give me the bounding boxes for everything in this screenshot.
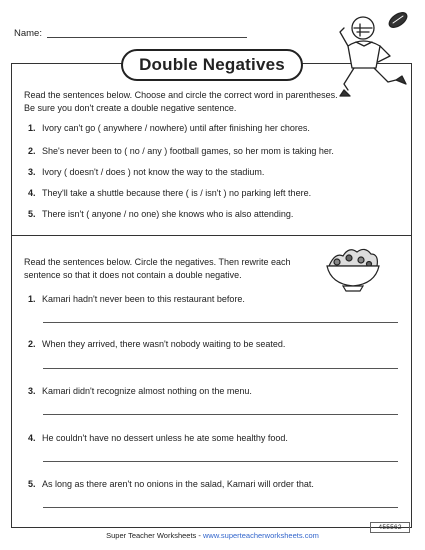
item-number: 1. xyxy=(28,123,36,133)
item-text: Kamari hadn't never been to this restaurant before. xyxy=(42,294,245,304)
list-item xyxy=(28,146,334,156)
list-item xyxy=(28,188,311,198)
list-item xyxy=(28,167,264,177)
answer-line[interactable] xyxy=(43,461,398,462)
item-text: There isn't ( anyone / no one) she knows who is also attending. xyxy=(42,209,294,219)
item-text: Ivory ( doesn't / does ) not know the way to the stadium. xyxy=(42,167,265,177)
section-divider xyxy=(11,235,412,236)
footer xyxy=(0,531,425,540)
part1-instructions: Read the sentences below. Choose and circle the correct word in parentheses. Be sure you don't create a double negative sentence. xyxy=(24,90,338,113)
footer-separator: - xyxy=(196,531,203,540)
list-item xyxy=(28,433,288,443)
part2-instructions: Read the sentences below. Circle the negatives. Then rewrite each sentence so that it does not contain a double negative. xyxy=(24,257,291,280)
item-text: Ivory can't go ( anywhere / nowhere) until after finishing her chores. xyxy=(42,123,310,133)
item-number: 3. xyxy=(28,167,36,177)
answer-line[interactable] xyxy=(43,368,398,369)
salad-bowl-icon xyxy=(323,246,383,296)
list-item xyxy=(28,479,314,489)
item-text: He couldn't have no dessert unless he ate some healthy food. xyxy=(42,433,288,443)
item-text: When they arrived, there wasn't nobody waiting to be seated. xyxy=(42,339,286,349)
item-text: They'll take a shuttle because there ( is / isn't ) no parking left there. xyxy=(42,188,312,198)
footer-url[interactable]: www.superteacherworksheets.com xyxy=(202,531,319,540)
item-text: As long as there aren't no onions in the salad, Kamari will order that. xyxy=(42,479,314,489)
page-title: Double Negatives xyxy=(139,55,285,74)
worksheet-code: 455562 xyxy=(370,522,410,533)
item-number: 2. xyxy=(28,339,36,349)
item-number: 3. xyxy=(28,386,36,396)
name-line[interactable] xyxy=(47,37,247,38)
answer-line[interactable] xyxy=(43,507,398,508)
item-number: 4. xyxy=(28,188,36,198)
list-item xyxy=(28,209,293,219)
name-label: Name: xyxy=(14,28,42,39)
list-item xyxy=(28,123,310,133)
name-row xyxy=(14,28,42,39)
item-number: 5. xyxy=(28,479,36,489)
answer-line[interactable] xyxy=(43,414,398,415)
item-number: 2. xyxy=(28,146,36,156)
item-number: 5. xyxy=(28,209,36,219)
item-text: Kamari didn't recognize almost nothing on the menu. xyxy=(42,386,252,396)
item-number: 4. xyxy=(28,433,36,443)
list-item xyxy=(28,386,252,396)
list-item xyxy=(28,294,245,304)
list-item xyxy=(28,339,285,349)
item-number: 1. xyxy=(28,294,36,304)
footer-brand: Super Teacher Worksheets xyxy=(106,531,197,540)
answer-line[interactable] xyxy=(43,322,398,323)
title-box xyxy=(121,49,303,81)
item-text: She's never been to ( no / any ) football games, so her mom is taking her. xyxy=(42,146,334,156)
